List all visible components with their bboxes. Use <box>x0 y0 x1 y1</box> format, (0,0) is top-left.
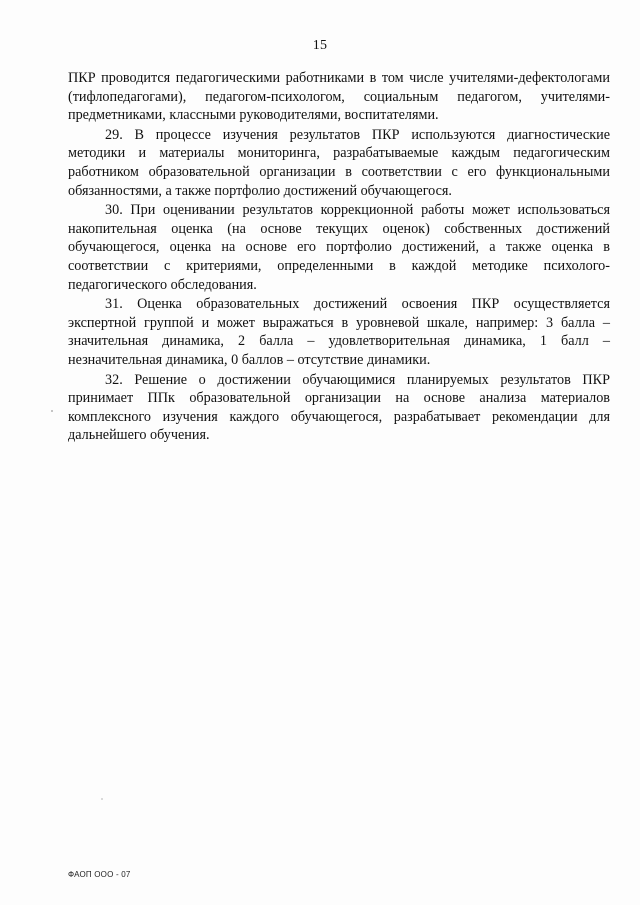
scan-speck <box>101 798 103 800</box>
paragraph-30: 30. При оценивании результатов коррекционной работы может использоваться накопительная оценка (на основе текущих оценок) собственных достижений обучающегося, оценка на основе его портфолио достижений, а также оценка в соответствии с критериями, определенными в каждой методике психолого-педагогического обследования. <box>68 202 610 293</box>
footer-code: ФАОП ООО - 07 <box>68 870 131 879</box>
paragraph-29: 29. В процессе изучения результатов ПКР используются диагностические методики и материалы мониторинга, разрабатываемые каждым педагогическим работником образовательной организации в соответствии с его функциональными обязанностями, а также портфолио достижений обучающегося. <box>68 126 610 199</box>
paragraph-continuation: ПКР проводится педагогическими работниками в том числе учителями-дефектологами (тифлопедагогами), педагогом-психологом, социальным педагогом, учителями-предметниками, классными руководителями, воспитателями. <box>68 70 610 124</box>
paragraph-31: 31. Оценка образовательных достижений освоения ПКР осуществляется экспертной группой и может выражаться в уровневой шкале, например: 3 балла – значительная динамика, 2 балла – удовлетворительная динамика, 1 балл – незначительная динамика, 0 баллов – отсутствие динамики. <box>68 296 610 368</box>
document-body <box>68 69 610 445</box>
page-number: 15 <box>312 38 328 53</box>
paragraph-32: 32. Решение о достижении обучающимися планируемых результатов ПКР принимает ППк образовательной организации на основе анализа материалов комплексного изучения каждого обучающегося, разрабатывает рекомендации для дальнейшего обучения. <box>68 371 610 444</box>
scan-speck <box>51 410 53 412</box>
